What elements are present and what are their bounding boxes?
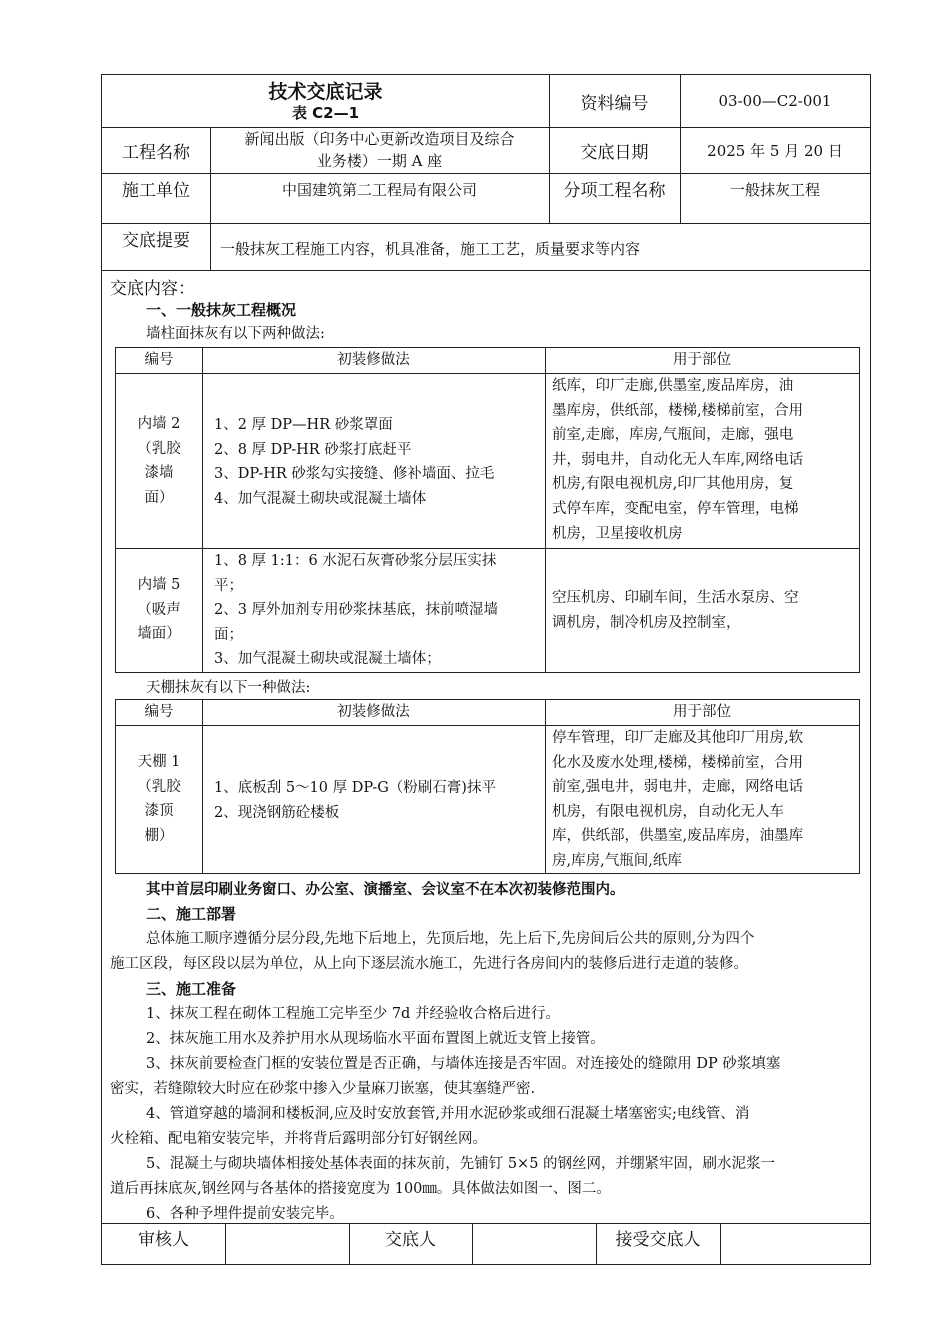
row-location	[552, 726, 857, 874]
col-divider	[202, 700, 203, 873]
method-line: 面；	[214, 626, 243, 643]
code-line: 墙面）	[137, 626, 181, 643]
location-line: 前室,走廊，库房,气瓶间，走廊，强电	[552, 427, 794, 444]
section-2-paragraph: 总体施工顺序遵循分层分段,先地下后地上，先顶后地，先上后下,先房间后公共的原则,分为四个	[146, 931, 755, 947]
project-value-line: 业务楼）一期 A 座	[316, 152, 443, 170]
content-label: 交底内容：	[110, 279, 195, 299]
col-header-method: 初装修做法	[337, 352, 410, 368]
summary-label: 交底提要	[122, 231, 190, 251]
col-header-code: 编号	[144, 352, 174, 368]
row-divider	[102, 173, 870, 174]
prep-item-3-cont: 密实，若缝隙较大时应在砂浆中掺入少量麻刀嵌塞，使其塞缝严密.	[110, 1081, 536, 1097]
col-divider	[210, 223, 211, 270]
method-line: 1、底板刮 5～10 厚 DP-G（粉刷石膏)抹平	[214, 780, 496, 796]
project-label: 工程名称	[122, 142, 190, 163]
location-line: 调机房，制冷机房及控制室，	[552, 614, 741, 631]
location-line: 机房，卫星接收机房	[552, 525, 683, 542]
location-line: 停车管理，印厂走廊及其他印厂用房,软	[552, 730, 804, 746]
row-method	[214, 776, 544, 825]
method-line: 4、加气混凝土砌块或混凝土墙体	[214, 490, 427, 507]
section-2-title: 二、施工部署	[146, 905, 237, 923]
discloser-label: 交底人	[385, 1230, 436, 1250]
row-code	[116, 573, 202, 647]
location-line: 机房,有限电视机房,印厂其他用房，复	[552, 476, 794, 493]
form-number: 表 C2—1	[291, 104, 360, 122]
location-line: 式停车库，变配电室，停车管理，电梯	[552, 500, 799, 517]
col-header-method: 初装修做法	[337, 704, 410, 720]
project-value	[210, 128, 549, 172]
method-line: 2、8 厚 DP-HR 砂浆打底赶平	[214, 441, 412, 458]
code-line: （乳胶	[137, 778, 181, 795]
row-method	[214, 413, 544, 511]
location-line: 库，供纸部，供墨室,废品库房，油墨库	[552, 828, 804, 845]
code-line: 棚）	[144, 827, 174, 844]
row-code	[116, 750, 202, 848]
reviewer-label: 审核人	[138, 1230, 189, 1250]
col-divider	[545, 700, 546, 873]
location-line: 井，弱电井，自动化无人车库,网络电话	[552, 451, 804, 468]
row-method	[214, 549, 544, 672]
row-code	[116, 412, 202, 510]
row-divider	[102, 223, 870, 224]
code-line: 天棚 1	[137, 754, 181, 770]
prep-item-5: 5、混凝土与砌块墙体相接处基体表面的抹灰前，先铺钉 5×5 的钢丝网，并绷紧牢固，刷水泥浆一	[146, 1156, 776, 1172]
code-line: 内墙 2	[137, 416, 181, 432]
prep-item-2: 2、抹灰施工用水及养护用水从现场临水平面布置图上就近支管上接管。	[146, 1031, 605, 1047]
subproject-label: 分项工程名称	[563, 181, 666, 201]
contractor-value: 中国建筑第二工程局有限公司	[281, 181, 477, 199]
location-line: 纸库，印厂走廊,供墨室,废品库房，油	[552, 378, 794, 394]
col-divider	[202, 348, 203, 672]
location-line: 机房，有限电视机房，自动化无人车	[552, 803, 784, 820]
doc-no-value: 03-00—C2-001	[718, 92, 832, 110]
disclosure-form	[101, 74, 871, 1265]
col-header-location: 用于部位	[673, 352, 731, 368]
receiver-label: 接受交底人	[615, 1230, 701, 1250]
code-line: 漆顶	[144, 803, 174, 820]
method-line: 2、3 厚外加剂专用砂浆抹基底，抹前喷湿墙	[214, 602, 499, 619]
row-divider	[102, 1223, 870, 1224]
wall-method-table	[115, 347, 860, 673]
col-header-code: 编号	[144, 704, 174, 720]
date-label: 交底日期	[580, 142, 649, 163]
doc-no-label: 资料编号	[580, 93, 649, 114]
project-value-line: 新闻出版（印务中心更新改造项目及综合	[244, 130, 515, 148]
code-line: （吸声	[137, 601, 181, 618]
discloser-signature[interactable]	[472, 1225, 596, 1263]
wall-intro: 墙柱面抹灰有以下两种做法:	[146, 326, 325, 342]
contractor-label: 施工单位	[122, 181, 190, 201]
method-line: 1、8 厚 1:1：6 水泥石灰膏砂浆分层压实抹	[214, 553, 497, 569]
code-line: 面）	[144, 489, 174, 506]
method-line: 3、DP-HR 砂浆勾实接缝、修补墙面、拉毛	[214, 466, 495, 483]
location-line: 墨库房，供纸部，楼梯,楼梯前室，合用	[552, 402, 804, 419]
row-location	[552, 586, 857, 635]
prep-item-4-cont: 火栓箱、配电箱安装完毕，并将背后露明部分钉好钢丝网。	[110, 1131, 487, 1147]
scope-note: 其中首层印刷业务窗口、办公室、演播室、会议室不在本次初装修范围内。	[146, 881, 625, 898]
reviewer-signature[interactable]	[225, 1225, 349, 1263]
code-line: （乳胶	[137, 440, 181, 457]
method-line: 平；	[214, 577, 243, 594]
section-1-title: 一、一般抹灰工程概况	[146, 301, 297, 319]
ceiling-intro: 天棚抹灰有以下一种做法:	[146, 680, 311, 696]
form-title: 技术交底记录	[268, 81, 383, 103]
prep-item-1: 1、抹灰工程在砌体工程施工完毕至少 7d 并经验收合格后进行。	[146, 1006, 560, 1022]
location-line: 化水及废水处理,楼梯，楼梯前室，合用	[552, 754, 804, 771]
method-line: 2、现浇钢筋砼楼板	[214, 804, 340, 821]
location-line: 空压机房、印刷车间，生活水泵房、空	[552, 590, 799, 606]
section-2-paragraph-cont: 施工区段，每区段以层为单位，从上向下逐层流水施工，先进行各房间内的装修后进行走道的装修。	[110, 956, 748, 972]
prep-item-5-cont: 道后再抹底灰,钢丝网与各基体的搭接宽度为 100㎜。具体做法如图一、图二。	[110, 1181, 611, 1197]
location-line: 房,库房,气瓶间,纸库	[552, 852, 682, 869]
method-line: 3、加气混凝土砌块或混凝土墙体；	[214, 651, 441, 668]
row-location	[552, 374, 857, 546]
prep-item-4: 4、管道穿越的墙洞和楼板洞,应及时安放套管,并用水泥砂浆或细石混凝土堵塞密实;电线管、消	[146, 1106, 750, 1122]
summary-value: 一般抹灰工程施工内容，机具准备，施工工艺，质量要求等内容	[220, 240, 641, 258]
row-divider	[102, 270, 870, 271]
receiver-signature[interactable]	[720, 1225, 870, 1263]
code-line: 内墙 5	[137, 577, 181, 593]
location-line: 前室,强电井，弱电井，走廊，网络电话	[552, 779, 804, 796]
prep-item-6: 6、各种予埋件提前安装完毕。	[146, 1206, 344, 1222]
prep-item-3: 3、抹灰前要检查门框的安装位置是否正确，与墙体连接是否牢固。对连接处的缝隙用 DP 砂浆填塞	[146, 1056, 781, 1072]
section-3-title: 三、施工准备	[146, 980, 237, 998]
method-line: 1、2 厚 DP—HR 砂浆罩面	[214, 417, 393, 433]
subproject-value: 一般抹灰工程	[729, 181, 820, 199]
ceiling-method-table	[115, 699, 860, 874]
code-line: 漆墙	[144, 465, 174, 482]
col-header-location: 用于部位	[673, 704, 731, 720]
date-value: 2025 年 5 月 20 日	[707, 141, 843, 160]
col-divider	[545, 348, 546, 672]
